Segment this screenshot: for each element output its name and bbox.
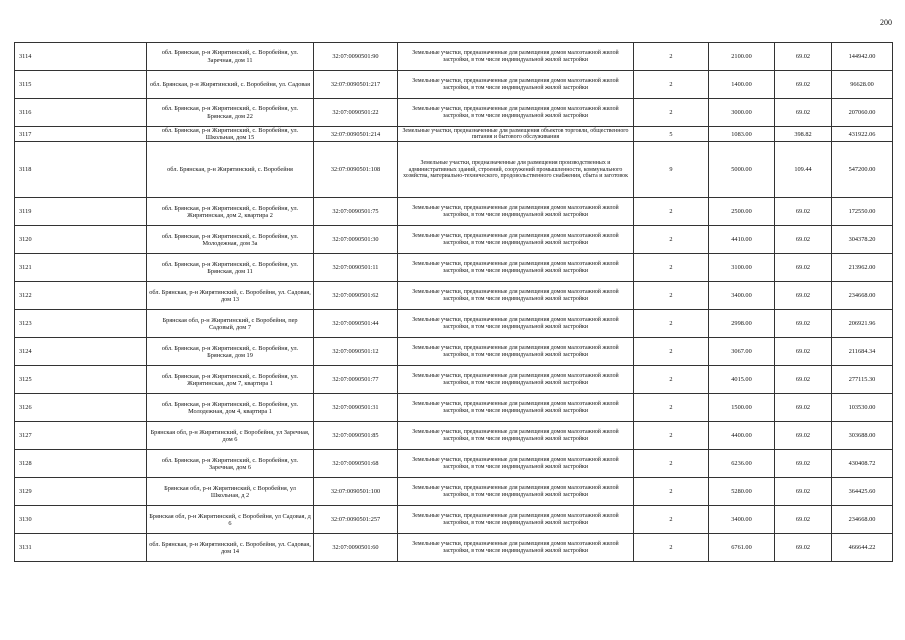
cell-area: 6236.00	[709, 450, 775, 478]
cell-permitted-use: Земельные участки, предназначенные для размещения домов малоэтажной жилой застройки, в том числе индивидуальной жилой застройки	[398, 394, 634, 422]
cell-record-number: 3128	[15, 450, 147, 478]
cell-permitted-use: Земельные участки, предназначенные для размещения домов малоэтажной жилой застройки, в том числе индивидуальной жилой застройки	[398, 310, 634, 338]
cell-specific-value: 69.02	[775, 226, 832, 254]
cell-cadastral-value: 304378.20	[832, 226, 893, 254]
cell-cadastral-value: 364425.60	[832, 478, 893, 506]
cell-area: 1083.00	[709, 127, 775, 142]
cell-cadastral-number: 32:07:0090501:108	[314, 142, 398, 198]
cell-specific-value: 69.02	[775, 43, 832, 71]
cell-use-group: 2	[634, 310, 709, 338]
cell-permitted-use: Земельные участки, предназначенные для размещения домов малоэтажной жилой застройки, в том числе индивидуальной жилой застройки	[398, 99, 634, 127]
table-row	[15, 142, 893, 198]
cell-cadastral-number: 32:07:0090501:11	[314, 254, 398, 282]
land-registry-table	[14, 42, 893, 562]
cell-specific-value: 69.02	[775, 394, 832, 422]
cell-area: 6761.00	[709, 534, 775, 562]
cell-area: 4400.00	[709, 422, 775, 450]
cell-specific-value: 69.02	[775, 534, 832, 562]
cell-cadastral-value: 466644.22	[832, 534, 893, 562]
cell-record-number: 3127	[15, 422, 147, 450]
cell-record-number: 3122	[15, 282, 147, 310]
cell-record-number: 3123	[15, 310, 147, 338]
cell-area: 5280.00	[709, 478, 775, 506]
cell-cadastral-value: 431922.06	[832, 127, 893, 142]
cell-permitted-use: Земельные участки, предназначенные для размещения домов малоэтажной жилой застройки, в том числе индивидуальной жилой застройки	[398, 534, 634, 562]
cell-specific-value: 69.02	[775, 366, 832, 394]
cell-address: Брянская обл, р-н Жирятинский, с Воробейня, пер Садовый, дом 7	[147, 310, 314, 338]
cell-address: обл. Брянская, р-н Жирятинский, с. Воробейня, ул. Молодежная, дом 4, квартира 1	[147, 394, 314, 422]
cell-cadastral-number: 32:07:0090501:60	[314, 534, 398, 562]
cell-cadastral-number: 32:07:0090501:30	[314, 226, 398, 254]
cell-area: 3400.00	[709, 282, 775, 310]
cell-specific-value: 398.82	[775, 127, 832, 142]
cell-address: обл. Брянская, р-н Жирятинский, с. Воробейня, ул. Садовая, дом 14	[147, 534, 314, 562]
cell-address: Брянская обл, р-н Жирятинский, с Воробейня, ул Школьная, д 2	[147, 478, 314, 506]
cell-permitted-use: Земельные участки, предназначенные для размещения домов малоэтажной жилой застройки, в том числе индивидуальной жилой застройки	[398, 226, 634, 254]
cell-cadastral-number: 32:07:0090501:62	[314, 282, 398, 310]
cell-permitted-use: Земельные участки, предназначенные для размещения домов малоэтажной жилой застройки, в том числе индивидуальной жилой застройки	[398, 43, 634, 71]
cell-area: 3000.00	[709, 99, 775, 127]
cell-use-group: 2	[634, 198, 709, 226]
cell-address: обл. Брянская, р-н Жирятинский, с. Воробейня, ул. Брянская, дом 19	[147, 338, 314, 366]
cell-address: обл. Брянская, р-н Жирятинский, с. Воробейня, ул. Школьная, дом 15	[147, 127, 314, 142]
cell-cadastral-number: 32:07:0090501:12	[314, 338, 398, 366]
table-row	[15, 43, 893, 71]
cell-cadastral-value: 234668.00	[832, 506, 893, 534]
cell-area: 3067.00	[709, 338, 775, 366]
cell-permitted-use: Земельные участки, предназначенные для размещения домов малоэтажной жилой застройки, в том числе индивидуальной жилой застройки	[398, 198, 634, 226]
page-number: 200	[880, 18, 892, 27]
cell-cadastral-number: 32:07:0090501:214	[314, 127, 398, 142]
cell-permitted-use: Земельные участки, предназначенные для размещения домов малоэтажной жилой застройки, в том числе индивидуальной жилой застройки	[398, 254, 634, 282]
cell-record-number: 3114	[15, 43, 147, 71]
cell-record-number: 3129	[15, 478, 147, 506]
cell-permitted-use: Земельные участки, предназначенные для размещения домов малоэтажной жилой застройки, в том числе индивидуальной жилой застройки	[398, 422, 634, 450]
cell-address: обл. Брянская, р-н Жирятинский, с. Воробейня, ул. Брянская, дом 11	[147, 254, 314, 282]
cell-cadastral-number: 32:07:0090501:68	[314, 450, 398, 478]
cell-cadastral-value: 103530.00	[832, 394, 893, 422]
table-row	[15, 534, 893, 562]
table-row	[15, 282, 893, 310]
cell-address: обл. Брянская, р-н Жирятинский, с. Воробейня, ул. Молодежная, дом 3а	[147, 226, 314, 254]
cell-cadastral-number: 32:07:0090501:44	[314, 310, 398, 338]
cell-use-group: 2	[634, 394, 709, 422]
cell-cadastral-value: 206921.96	[832, 310, 893, 338]
cell-record-number: 3117	[15, 127, 147, 142]
cell-cadastral-value: 277115.30	[832, 366, 893, 394]
cell-cadastral-number: 32:07:0090501:257	[314, 506, 398, 534]
cell-record-number: 3115	[15, 71, 147, 99]
cell-record-number: 3126	[15, 394, 147, 422]
cell-cadastral-number: 32:07:0090501:31	[314, 394, 398, 422]
table-body	[15, 43, 893, 562]
cell-cadastral-number: 32:07:0090501:75	[314, 198, 398, 226]
cell-specific-value: 109.44	[775, 142, 832, 198]
cell-area: 3100.00	[709, 254, 775, 282]
table-row	[15, 310, 893, 338]
cell-use-group: 2	[634, 71, 709, 99]
cell-record-number: 3124	[15, 338, 147, 366]
cell-permitted-use: Земельные участки, предназначенные для размещения домов малоэтажной жилой застройки, в том числе индивидуальной жилой застройки	[398, 282, 634, 310]
cell-area: 3400.00	[709, 506, 775, 534]
cell-cadastral-value: 213962.00	[832, 254, 893, 282]
cell-area: 2998.00	[709, 310, 775, 338]
cell-cadastral-value: 96628.00	[832, 71, 893, 99]
cell-specific-value: 69.02	[775, 282, 832, 310]
cell-cadastral-number: 32:07:0090501:90	[314, 43, 398, 71]
cell-address: обл. Брянская, р-н Жирятинский, с. Воробейня, ул. Брянская, дом 22	[147, 99, 314, 127]
cell-record-number: 3130	[15, 506, 147, 534]
cell-address: Брянская обл, р-н Жирятинский, с Воробейня, ул Садовая, д 6	[147, 506, 314, 534]
cell-address: обл. Брянская, р-н Жирятинский, с. Воробейня, ул. Садовая	[147, 71, 314, 99]
cell-permitted-use: Земельные участки, предназначенные для размещения домов малоэтажной жилой застройки, в том числе индивидуальной жилой застройки	[398, 506, 634, 534]
cell-cadastral-value: 144942.00	[832, 43, 893, 71]
cell-permitted-use: Земельные участки, предназначенные для размещения домов малоэтажной жилой застройки, в том числе индивидуальной жилой застройки	[398, 338, 634, 366]
cell-specific-value: 69.02	[775, 254, 832, 282]
cell-permitted-use: Земельные участки, предназначенные для размещения домов малоэтажной жилой застройки, в том числе индивидуальной жилой застройки	[398, 71, 634, 99]
cell-address: обл. Брянская, р-н Жирятинский, с. Воробейня, ул. Жирятинская, дом 2, квартира 2	[147, 198, 314, 226]
cell-specific-value: 69.02	[775, 198, 832, 226]
cell-address: обл. Брянская, р-н Жирятинский, с. Воробейня, ул. Садовая, дом 13	[147, 282, 314, 310]
cell-area: 4410.00	[709, 226, 775, 254]
cell-use-group: 2	[634, 534, 709, 562]
cell-cadastral-number: 32:07:0090501:77	[314, 366, 398, 394]
cell-record-number: 3131	[15, 534, 147, 562]
table-row	[15, 338, 893, 366]
cell-cadastral-number: 32:07:0090501:217	[314, 71, 398, 99]
cell-use-group: 2	[634, 422, 709, 450]
cell-record-number: 3125	[15, 366, 147, 394]
cell-use-group: 2	[634, 338, 709, 366]
cell-cadastral-number: 32:07:0090501:85	[314, 422, 398, 450]
cell-area: 1500.00	[709, 394, 775, 422]
cell-area: 5000.00	[709, 142, 775, 198]
table-row	[15, 478, 893, 506]
cell-address: обл. Брянская, р-н Жирятинский, с. Воробейня, ул. Заречная, дом 11	[147, 43, 314, 71]
table-row	[15, 450, 893, 478]
cell-address: обл. Брянская, р-н Жирятинский, с. Воробейня, ул. Заречная, дом 6	[147, 450, 314, 478]
cell-area: 4015.00	[709, 366, 775, 394]
cell-cadastral-value: 207060.00	[832, 99, 893, 127]
cell-specific-value: 69.02	[775, 71, 832, 99]
cell-cadastral-number: 32:07:0090501:100	[314, 478, 398, 506]
cell-record-number: 3120	[15, 226, 147, 254]
cell-record-number: 3116	[15, 99, 147, 127]
cell-address: обл. Брянская, р-н Жирятинский, с. Воробейня, ул. Жирятинская, дом 7, квартира 1	[147, 366, 314, 394]
cell-permitted-use: Земельные участки, предназначенные для размещения объектов торговли, общественного питания и бытового обслуживания	[398, 127, 634, 142]
cell-permitted-use: Земельные участки, предназначенные для размещения домов малоэтажной жилой застройки, в том числе индивидуальной жилой застройки	[398, 478, 634, 506]
cell-cadastral-value: 430408.72	[832, 450, 893, 478]
table-row	[15, 99, 893, 127]
cell-address: обл. Брянская, р-н Жирятинский, с. Воробейня	[147, 142, 314, 198]
cell-use-group: 5	[634, 127, 709, 142]
cell-use-group: 2	[634, 254, 709, 282]
cell-cadastral-value: 303688.00	[832, 422, 893, 450]
cell-specific-value: 69.02	[775, 422, 832, 450]
cell-specific-value: 69.02	[775, 99, 832, 127]
cell-use-group: 2	[634, 282, 709, 310]
cell-permitted-use: Земельные участки, предназначенные для размещения домов малоэтажной жилой застройки, в том числе индивидуальной жилой застройки	[398, 366, 634, 394]
cell-permitted-use: Земельные участки, предназначенные для размещения домов малоэтажной жилой застройки, в том числе индивидуальной жилой застройки	[398, 450, 634, 478]
table-row	[15, 127, 893, 142]
cell-use-group: 2	[634, 99, 709, 127]
table-row	[15, 226, 893, 254]
table-row	[15, 366, 893, 394]
cell-area: 1400.00	[709, 71, 775, 99]
cell-specific-value: 69.02	[775, 478, 832, 506]
cell-specific-value: 69.02	[775, 310, 832, 338]
cell-address: Брянская обл, р-н Жирятинский, с Воробейня, ул Заречная, дом 6	[147, 422, 314, 450]
cell-specific-value: 69.02	[775, 506, 832, 534]
table-row	[15, 254, 893, 282]
cell-use-group: 2	[634, 478, 709, 506]
cell-cadastral-number: 32:07:0090501:22	[314, 99, 398, 127]
cell-use-group: 2	[634, 226, 709, 254]
cell-record-number: 3121	[15, 254, 147, 282]
table-row	[15, 71, 893, 99]
cell-use-group: 2	[634, 366, 709, 394]
table-row	[15, 198, 893, 226]
cell-area: 2100.00	[709, 43, 775, 71]
cell-use-group: 2	[634, 43, 709, 71]
cell-cadastral-value: 234668.00	[832, 282, 893, 310]
cell-permitted-use: Земельные участки, предназначенные для размещения производственных и административных зданий, строений, сооружений промышленности, коммунального хозяйства, материально-технического, продовольственного снабжения, сбыта и заготовок	[398, 142, 634, 198]
cell-record-number: 3119	[15, 198, 147, 226]
table-row	[15, 506, 893, 534]
cell-specific-value: 69.02	[775, 450, 832, 478]
cell-specific-value: 69.02	[775, 338, 832, 366]
cell-use-group: 2	[634, 450, 709, 478]
cell-record-number: 3118	[15, 142, 147, 198]
table-row	[15, 394, 893, 422]
cell-cadastral-value: 211684.34	[832, 338, 893, 366]
cell-cadastral-value: 547200.00	[832, 142, 893, 198]
cell-use-group: 2	[634, 506, 709, 534]
table-row	[15, 422, 893, 450]
cell-area: 2500.00	[709, 198, 775, 226]
cell-use-group: 9	[634, 142, 709, 198]
cell-cadastral-value: 172550.00	[832, 198, 893, 226]
